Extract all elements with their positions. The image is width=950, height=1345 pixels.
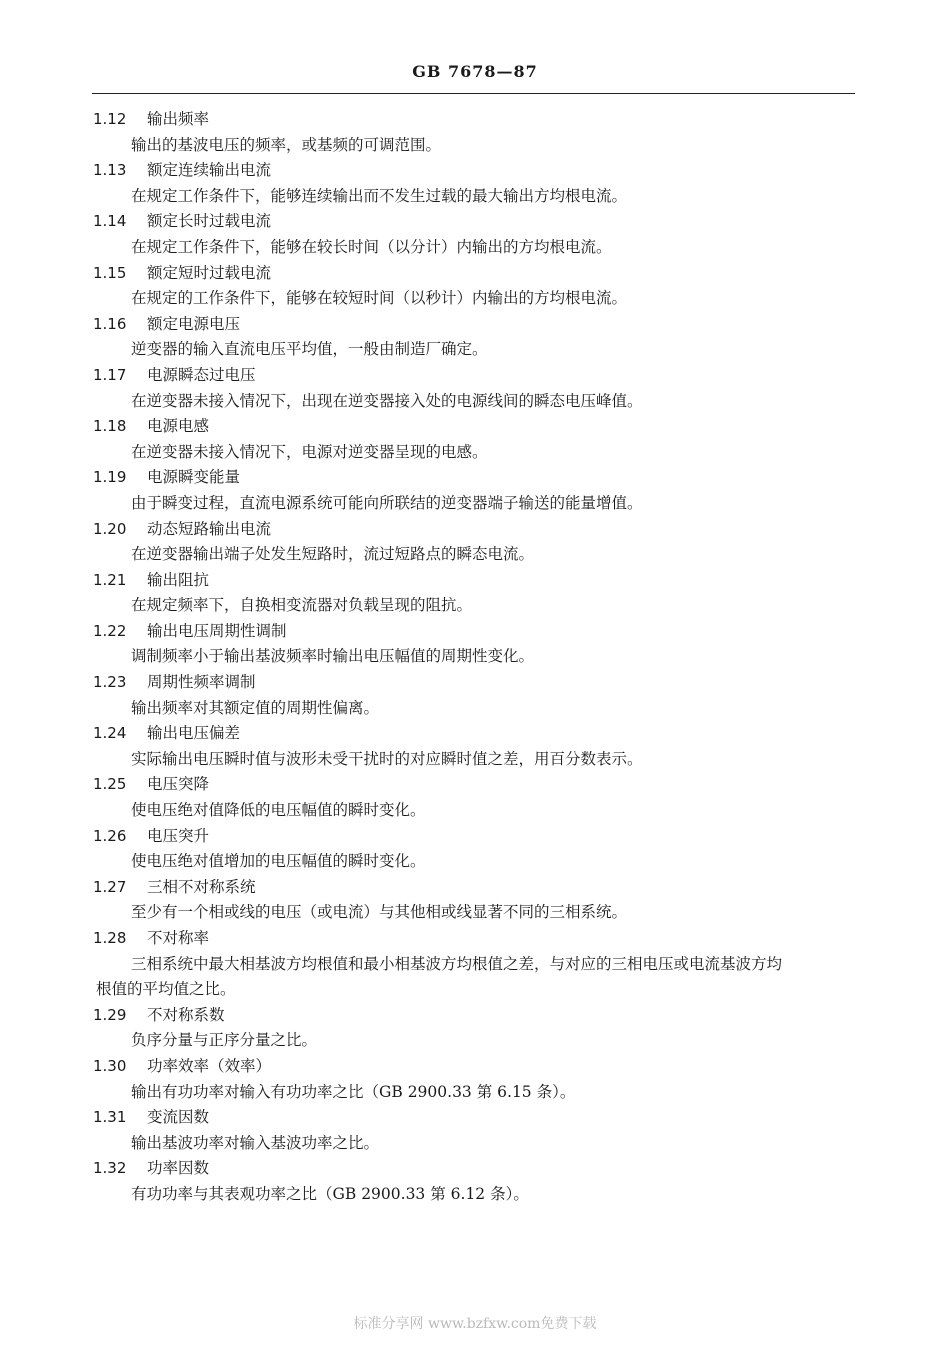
term-heading xyxy=(0,1003,950,1029)
term-definition: 在规定工作条件下，能够连续输出而不发生过载的最大输出方均根电流。 xyxy=(131,186,628,205)
term-number: 1.25 xyxy=(93,775,127,794)
term-heading xyxy=(0,1156,950,1182)
document-header-code: GB 7678—87 xyxy=(412,62,538,81)
term-entry xyxy=(0,772,950,823)
term-heading xyxy=(0,517,950,543)
term-entry xyxy=(0,824,950,875)
term-definition: 输出频率对其额定值的周期性偏离。 xyxy=(131,698,380,717)
term-title: 额定长时过载电流 xyxy=(147,212,272,231)
term-title: 变流因数 xyxy=(147,1108,210,1127)
term-title: 电压突降 xyxy=(147,775,210,794)
term-number: 1.28 xyxy=(93,929,127,947)
term-title: 额定短时过载电流 xyxy=(147,263,272,282)
term-number: 1.27 xyxy=(93,877,127,896)
header-rule xyxy=(92,93,855,94)
term-heading xyxy=(0,158,950,184)
term-title: 周期性频率调制 xyxy=(147,673,256,692)
term-definition: 在规定工作条件下，能够在较长时间（以分计）内输出的方均根电流。 xyxy=(131,237,612,256)
term-number: 1.31 xyxy=(93,1108,127,1127)
term-entry xyxy=(0,721,950,772)
term-entry xyxy=(0,261,950,312)
term-heading xyxy=(0,619,950,645)
term-entry xyxy=(0,517,950,568)
term-title: 电源瞬态过电压 xyxy=(147,365,256,384)
term-definition: 至少有一个相或线的电压（或电流）与其他相或线显著不同的三相系统。 xyxy=(131,903,628,922)
term-entry xyxy=(0,1003,950,1054)
term-definition: 负序分量与正序分量之比。 xyxy=(131,1031,318,1050)
term-number: 1.29 xyxy=(93,1005,127,1024)
term-definition: 在逆变器输出端子处发生短路时，流过短路点的瞬态电流。 xyxy=(131,545,535,564)
term-entry xyxy=(0,158,950,209)
term-entry xyxy=(0,465,950,516)
term-definition: 在逆变器未接入情况下，电源对逆变器呈现的电感。 xyxy=(131,442,488,461)
term-number: 1.14 xyxy=(93,212,127,231)
term-number: 1.21 xyxy=(93,570,127,589)
term-title: 动态短路输出电流 xyxy=(147,519,272,538)
term-definition-continuation: 根值的平均值之比。 xyxy=(96,980,236,999)
term-entry xyxy=(0,414,950,465)
watermark-footer: 标准分享网 www.bzfxw.com免费下载 xyxy=(353,1316,597,1332)
term-definition: 使电压绝对值增加的电压幅值的瞬时变化。 xyxy=(131,852,426,871)
term-number: 1.18 xyxy=(93,417,127,436)
term-title: 不对称率 xyxy=(147,929,210,947)
term-entry xyxy=(0,568,950,619)
term-heading xyxy=(0,721,950,747)
term-definition: 在逆变器未接入情况下，出现在逆变器接入处的电源线间的瞬态电压峰值。 xyxy=(131,391,643,410)
term-title: 额定电源电压 xyxy=(147,314,241,333)
term-heading xyxy=(0,772,950,798)
term-number: 1.23 xyxy=(93,673,127,692)
term-definition: 在规定的工作条件下，能够在较短时间（以秒计）内输出的方均根电流。 xyxy=(131,289,628,308)
term-definition: 在规定频率下，自换相变流器对负载呈现的阻抗。 xyxy=(131,596,473,615)
term-title: 输出电压偏差 xyxy=(147,724,241,743)
term-title: 电源电感 xyxy=(147,417,210,436)
term-definition: 逆变器的输入直流电压平均值，一般由制造厂确定。 xyxy=(131,340,488,359)
term-number: 1.19 xyxy=(93,468,127,487)
term-heading xyxy=(0,1054,950,1080)
term-entry xyxy=(0,363,950,414)
term-definition: 三相系统中最大相基波方均根值和最小相基波方均根值之差，与对应的三相电压或电流基波方均 xyxy=(131,954,783,973)
term-number: 1.16 xyxy=(93,314,127,333)
term-heading xyxy=(0,312,950,338)
terms-list xyxy=(0,107,950,1208)
term-entry xyxy=(0,1054,950,1105)
term-entry xyxy=(0,619,950,670)
term-number: 1.32 xyxy=(93,1159,127,1178)
term-heading xyxy=(0,107,950,133)
term-number: 1.13 xyxy=(93,161,127,180)
term-heading xyxy=(0,1105,950,1131)
term-title: 输出频率 xyxy=(147,110,210,128)
term-title: 三相不对称系统 xyxy=(147,877,256,896)
term-heading xyxy=(0,209,950,235)
term-title: 电压突升 xyxy=(147,826,210,845)
term-number: 1.24 xyxy=(93,724,127,743)
term-heading xyxy=(0,363,950,389)
term-entry xyxy=(0,209,950,260)
term-title: 功率效率（效率） xyxy=(147,1056,272,1075)
term-heading xyxy=(0,568,950,594)
term-title: 输出电压周期性调制 xyxy=(147,621,287,640)
term-entry xyxy=(0,312,950,363)
term-number: 1.17 xyxy=(93,365,127,384)
term-entry xyxy=(0,107,950,158)
term-entry xyxy=(0,670,950,721)
term-definition: 有功功率与其表观功率之比（GB 2900.33 第 6.12 条）。 xyxy=(131,1184,529,1203)
term-number: 1.15 xyxy=(93,263,127,282)
term-number: 1.12 xyxy=(93,110,127,128)
term-entry xyxy=(0,875,950,926)
term-entry xyxy=(0,926,950,1003)
term-heading xyxy=(0,414,950,440)
term-title: 电源瞬变能量 xyxy=(147,468,241,487)
term-definition: 使电压绝对值降低的电压幅值的瞬时变化。 xyxy=(131,801,426,820)
term-entry xyxy=(0,1156,950,1207)
term-definition: 调制频率小于输出基波频率时输出电压幅值的周期性变化。 xyxy=(131,647,535,666)
term-title: 不对称系数 xyxy=(147,1005,225,1024)
term-entry xyxy=(0,1105,950,1156)
term-heading xyxy=(0,670,950,696)
term-definition: 输出有功功率对输入有功功率之比（GB 2900.33 第 6.15 条）。 xyxy=(131,1082,576,1101)
term-number: 1.26 xyxy=(93,826,127,845)
term-number: 1.30 xyxy=(93,1056,127,1075)
term-number: 1.22 xyxy=(93,621,127,640)
term-heading xyxy=(0,465,950,491)
term-title: 功率因数 xyxy=(147,1159,210,1178)
term-heading xyxy=(0,824,950,850)
term-definition: 由于瞬变过程，直流电源系统可能向所联结的逆变器端子输送的能量增值。 xyxy=(131,493,643,512)
term-title: 额定连续输出电流 xyxy=(147,161,272,180)
term-heading xyxy=(0,926,950,952)
term-title: 输出阻抗 xyxy=(147,570,210,589)
term-heading xyxy=(0,875,950,901)
term-number: 1.20 xyxy=(93,519,127,538)
term-definition: 实际输出电压瞬时值与波形未受干扰时的对应瞬时值之差，用百分数表示。 xyxy=(131,749,643,768)
term-heading xyxy=(0,261,950,287)
term-definition: 输出的基波电压的频率，或基频的可调范围。 xyxy=(131,135,442,154)
term-definition: 输出基波功率对输入基波功率之比。 xyxy=(131,1133,380,1152)
